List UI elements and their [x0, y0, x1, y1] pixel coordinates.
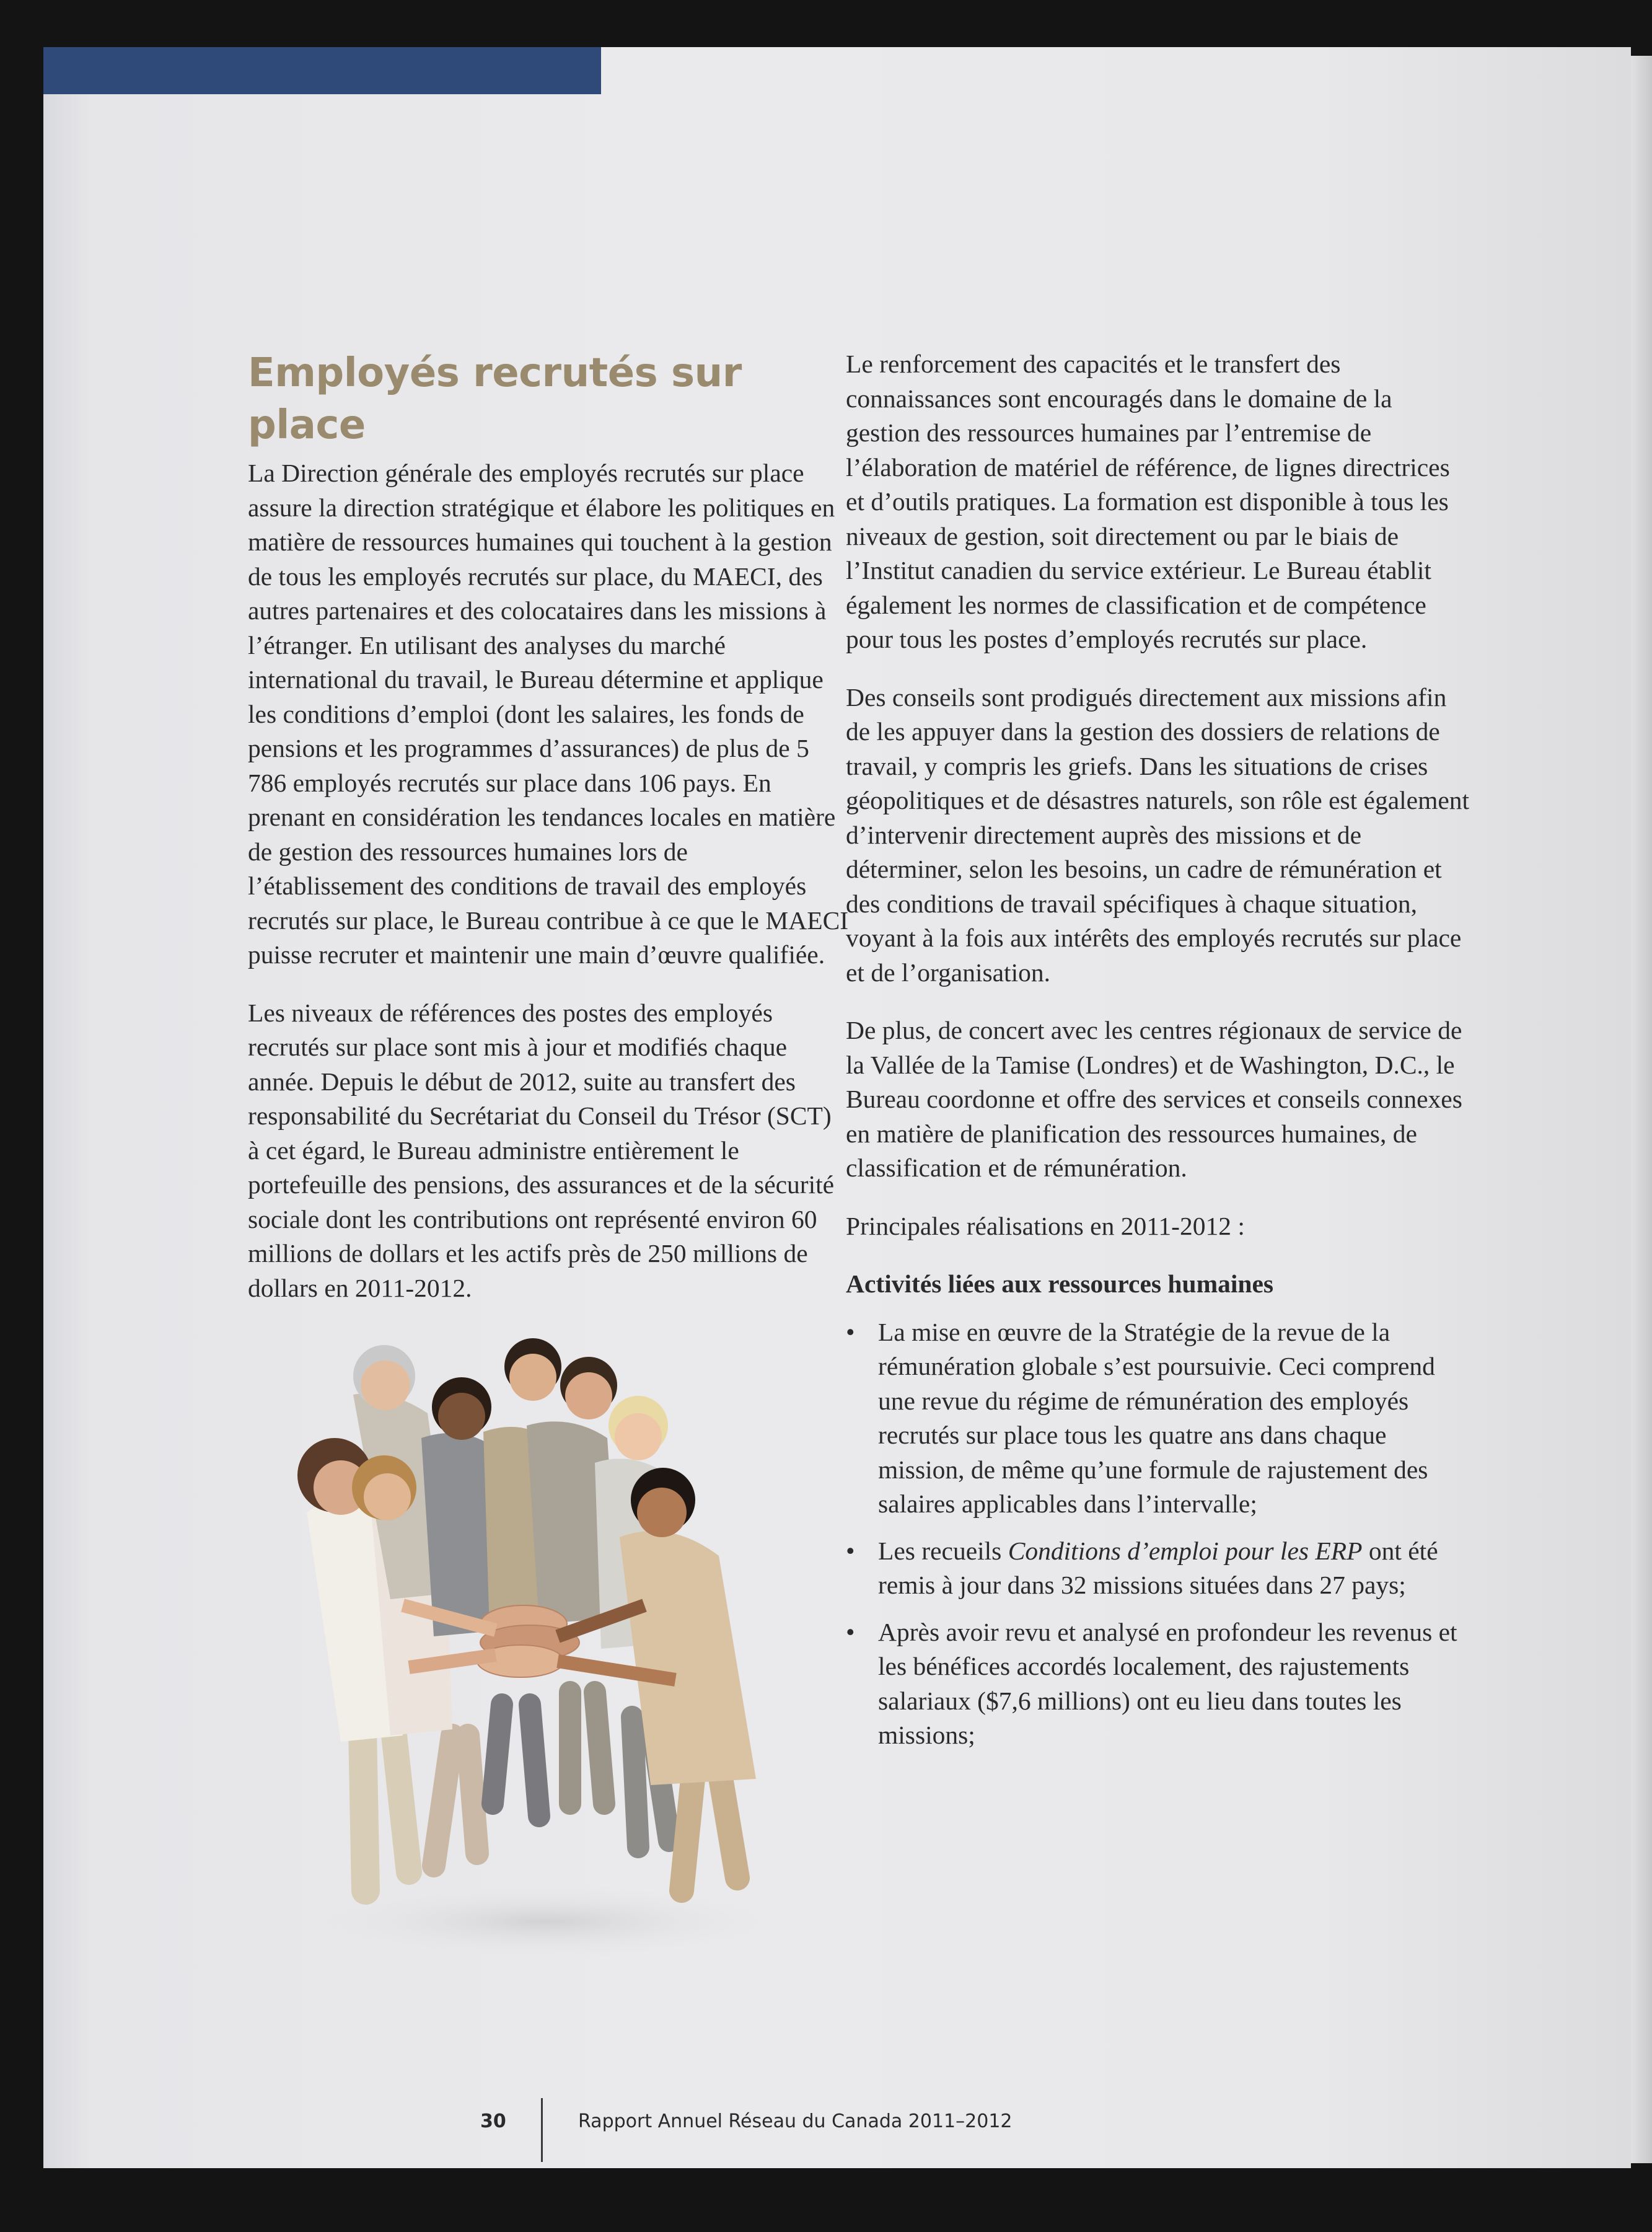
footer-divider: [541, 2098, 543, 2162]
right-column: [846, 347, 1472, 1765]
right-paragraph-1: Le renforcement des capacités et le transfert des connaissances sont encouragés dans le domaine de la gestion des ressources humaines par l’entremise de l’élaboration de matériel de référence, de lignes directrices et d’outils pratiques. La formation est disponible à tous les niveaux de gestion, soit directement ou par le biais de l’Institut canadien du service extérieur. Le Bureau établit également les normes de classification et de compétence pour tous les postes d’employés recrutés sur place.: [846, 350, 1450, 653]
left-paragraph-1: La Direction générale des employés recrutés sur place assure la direction stratégique et élabore les politiques en matière de ressources humaines qui touchent à la gestion de tous les employés recrutés sur place, du MAECI, des autres partenaires et des colocataires dans les missions à l’étranger. En utilisant des analyses du marché international du travail, le Bureau détermine et applique les conditions d’emploi (dont les salaires, les fonds de pensions et les programmes d’assurances) de plus de 5 786 employés recrutés sur place dans 106 pays. En prenant en considération les tendances locales en matière de gestion des ressources humaines lors de l’établissement des conditions de travail des employés recrutés sur place, le Bureau contribue à ce que le MAECI puisse recruter et maintenir une main d’œuvre qualifiée.: [248, 459, 849, 969]
list-item-text-end: ont été remis à jour dans 32 missions situées dans 27 pays;: [878, 1536, 1438, 1599]
publication-title: Conditions d’emploi pour les ERP: [1008, 1536, 1363, 1565]
header-color-band: [43, 47, 601, 94]
subheading: Activités liées aux ressources humaines: [846, 1269, 1274, 1298]
left-paragraph-2: Les niveaux de références des postes des employés recrutés sur place sont mis à jour et modifiés chaque année. Depuis le début de 2012, suite au transfert des responsabilité du Secrétariat du Conseil du Trésor (SCT) à cet égard, le Bureau administre entièrement le portefeuille des pensions, des assurances et de la sécurité sociale dont les contributions ont représenté environ 60 millions de dollars et les actifs près de 250 millions de dollars en 2011-2012.: [248, 998, 835, 1302]
achievement-list: [846, 1315, 1472, 1753]
achievements-intro: Principales réalisations en 2011-2012 :: [846, 1211, 1245, 1240]
list-item-text: Après avoir revu et analysé en profondeur les revenus et les bénéfices accordés localement, des rajustements salariaux ($7,6 millions) ont eu lieu dans toutes les missions;: [878, 1617, 1457, 1749]
bullet-icon: •: [846, 1317, 855, 1346]
list-item-text: La mise en œuvre de la Stratégie de la revue de la rémunération globale s’est poursuivie. Ceci comprend une revue du régime de rémunération des employés recrutés sur place tous les quatre ans dans chaque mission, de même qu’une formule de rajustement des salaires applicables dans l’intervalle;: [878, 1317, 1435, 1518]
bullet-icon: •: [846, 1617, 855, 1646]
right-paragraph-2: Des conseils sont prodigués directement aux missions afin de les appuyer dans la gestion des dossiers de relations de travail, y compris les griefs. Dans les situations de crises géopolitiques et de désastres naturels, son rôle est également d’intervenir directement auprès des missions et de déterminer, selon les besoins, un cadre de rémunération et des conditions de travail spécifiques à chaque situation, voyant à la fois aux intérêts des employés recrutés sur place et de l’organisation.: [846, 682, 1470, 987]
bullet-icon: •: [846, 1536, 855, 1565]
page-number: 30: [480, 2111, 506, 2132]
list-item-text-start: Les recueils: [878, 1536, 1008, 1565]
list-item: [846, 1615, 1472, 1753]
footer-title: Rapport Annuel Réseau du Canada 2011–2012: [578, 2111, 1013, 2132]
section-title: Employés recrutés sur place: [248, 350, 742, 448]
team-huddle-photo: [248, 1333, 843, 1965]
list-item: [846, 1534, 1472, 1603]
right-paragraph-3: De plus, de concert avec les centres régionaux de service de la Vallée de la Tamise (Londres) et de Washington, D.C., le Bureau coordonne et offre des services et conseils connexes en matière de planification des ressources humaines, de classification et de rémunération.: [846, 1016, 1462, 1182]
left-column: [248, 347, 849, 1329]
list-item: [846, 1315, 1472, 1522]
